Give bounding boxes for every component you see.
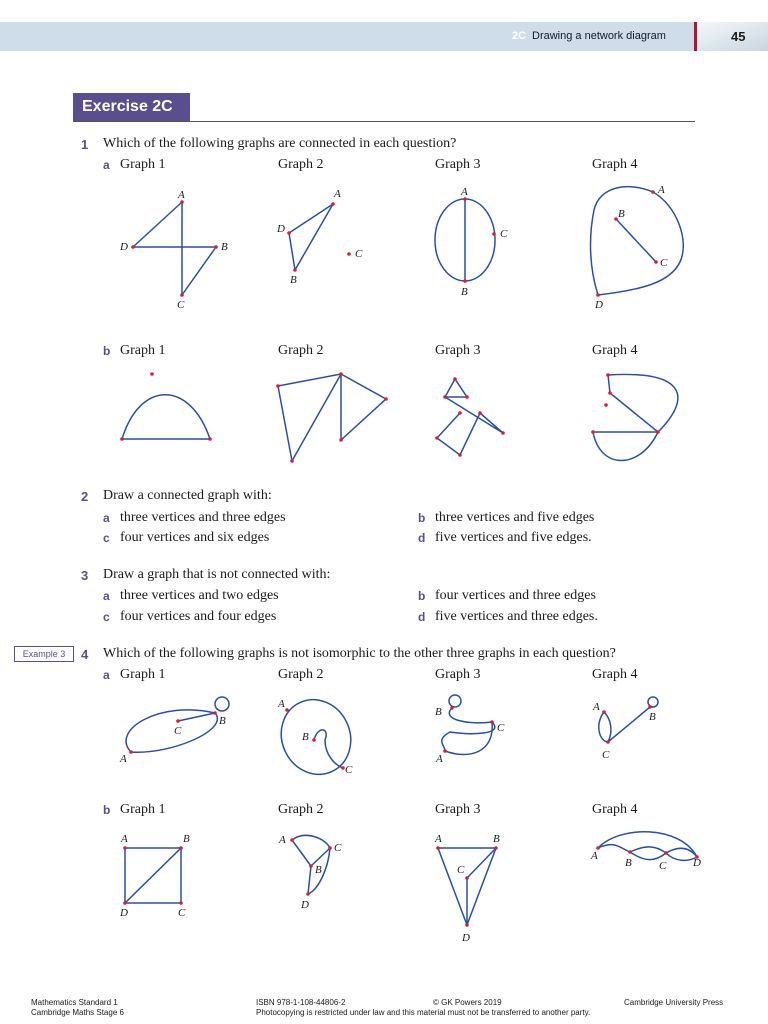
vertex-label-A: A (121, 833, 128, 845)
q3c-text: four vertices and four edges (120, 609, 277, 624)
vertex-label-A: A (334, 188, 341, 200)
vertex-label-A: A (278, 698, 285, 710)
vertex-label-B: B (625, 857, 632, 869)
vertex-label-B: B (183, 833, 190, 845)
q4-text: Which of the following graphs is not isomorphic to the other three graphs in each question? (103, 646, 616, 661)
q4b-graph2-label: Graph 2 (278, 802, 324, 817)
vertex-label-A: A (593, 701, 600, 713)
vertex-label-A: A (436, 753, 443, 765)
q4b-graph3 (434, 833, 500, 944)
vertex-label-A: A (120, 753, 127, 765)
vertex-label-B: B (493, 833, 500, 845)
vertex-label-D: D (595, 299, 603, 311)
q1b-letter: b (103, 344, 111, 358)
q1a-graph1-label: Graph 1 (120, 157, 166, 172)
q2b-text: three vertices and five edges (435, 510, 595, 525)
vertex-label-B: B (219, 715, 226, 727)
q1b-graph4-label: Graph 4 (592, 343, 638, 358)
q2a-text: three vertices and three edges (120, 510, 286, 525)
vertex-label-A: A (658, 184, 665, 196)
q3d-text: five vertices and three edges. (435, 609, 598, 624)
q2-number: 2 (81, 489, 89, 504)
vertex-label-C: C (602, 749, 610, 761)
q1b-graph3-label: Graph 3 (435, 343, 481, 358)
q1b-graph1-label: Graph 1 (120, 343, 166, 358)
vertex-label-D: D (120, 241, 128, 253)
q4b-graph4 (590, 832, 701, 872)
q4a-letter: a (103, 668, 110, 682)
vertex-label-C: C (345, 764, 353, 776)
section-code: 2C (512, 30, 527, 42)
q2c-text: four vertices and six edges (120, 530, 270, 545)
q4b-letter: b (103, 803, 111, 817)
vertex-label-B: B (221, 241, 228, 253)
page-number: 45 (731, 29, 746, 44)
vertex-label-D: D (693, 857, 701, 869)
q2d-text: five vertices and five edges. (435, 530, 592, 545)
q2d-letter: d (418, 531, 426, 545)
q4a-graph4-label: Graph 4 (592, 667, 638, 682)
q1-text: Which of the following graphs are connected in each question? (103, 136, 457, 151)
q4a-graph2-label: Graph 2 (278, 667, 324, 682)
q4b-graph2 (278, 834, 342, 911)
vertex-label-B: B (461, 286, 468, 298)
q3a-letter: a (103, 589, 110, 603)
vertex-label-C: C (660, 257, 668, 269)
vertex-label-C: C (500, 228, 508, 240)
vertex-label-C: C (659, 860, 667, 872)
q4b-graph3-label: Graph 3 (435, 802, 481, 817)
footer-publisher: Cambridge University Press (624, 998, 724, 1007)
vertex-label-C: C (178, 907, 186, 919)
vertex-label-B: B (315, 864, 322, 876)
vertex-label-C: C (497, 722, 505, 734)
vertex-label-C: C (457, 864, 465, 876)
vertex-label-B: B (435, 706, 442, 718)
q1a-graph3-label: Graph 3 (435, 157, 481, 172)
q3c-letter: c (103, 610, 110, 624)
footer-copyright: © GK Powers 2019 (433, 998, 502, 1007)
exercise-title: Exercise 2C (73, 93, 190, 121)
vertex-label-B: B (649, 711, 656, 723)
footer-series: Cambridge Maths Stage 6 (31, 1008, 124, 1017)
q3-number: 3 (81, 568, 89, 583)
q1-number: 1 (81, 137, 89, 152)
q3-text: Draw a graph that is not connected with: (103, 567, 331, 582)
q3b-text: four vertices and three edges (435, 588, 596, 603)
q2-text: Draw a connected graph with: (103, 488, 272, 503)
q2c-letter: c (103, 531, 110, 545)
vertex-label-B: B (618, 208, 625, 220)
q3a-text: three vertices and two edges (120, 588, 279, 603)
vertex-label-C: C (334, 842, 342, 854)
footer-book-title: Mathematics Standard 1 (31, 998, 118, 1007)
q4a-graph3-label: Graph 3 (435, 667, 481, 682)
vertex-label-A: A (435, 833, 442, 845)
q4b-graph1-label: Graph 1 (120, 802, 166, 817)
vertex-label-A: A (591, 850, 598, 862)
vertex-label-B: B (290, 274, 297, 286)
vertex-label-D: D (462, 932, 470, 944)
q3d-letter: d (418, 610, 426, 624)
section-title: Drawing a network diagram (532, 30, 666, 42)
vertex-label-D: D (277, 223, 285, 235)
footer-notice: Photocopying is restricted under law and this material must not be transferred to another party. (256, 1008, 591, 1017)
vertex-label-D: D (120, 907, 128, 919)
q1a-graph2-label: Graph 2 (278, 157, 324, 172)
vertex-label-B: B (302, 731, 309, 743)
vertex-label-C: C (355, 248, 363, 260)
q3b-letter: b (418, 589, 426, 603)
q4b-graph1 (119, 833, 190, 919)
example-3-link[interactable]: Example 3 (14, 646, 74, 662)
vertex-label-C: C (174, 725, 182, 737)
vertex-label-A: A (178, 189, 185, 201)
footer-isbn: ISBN 978-1-108-44806-2 (256, 998, 346, 1007)
q1b-graph2-label: Graph 2 (278, 343, 324, 358)
q4-number: 4 (81, 647, 89, 662)
q1a-graph4-label: Graph 4 (592, 157, 638, 172)
q4a-graph1-label: Graph 1 (120, 667, 166, 682)
vertex-label-D: D (301, 899, 309, 911)
q2a-letter: a (103, 511, 110, 525)
vertex-label-A: A (279, 834, 286, 846)
vertex-label-C: C (177, 299, 185, 311)
q1a-letter: a (103, 158, 110, 172)
q2b-letter: b (418, 511, 426, 525)
q4b-graph4-label: Graph 4 (592, 802, 638, 817)
vertex-label-A: A (461, 186, 468, 198)
